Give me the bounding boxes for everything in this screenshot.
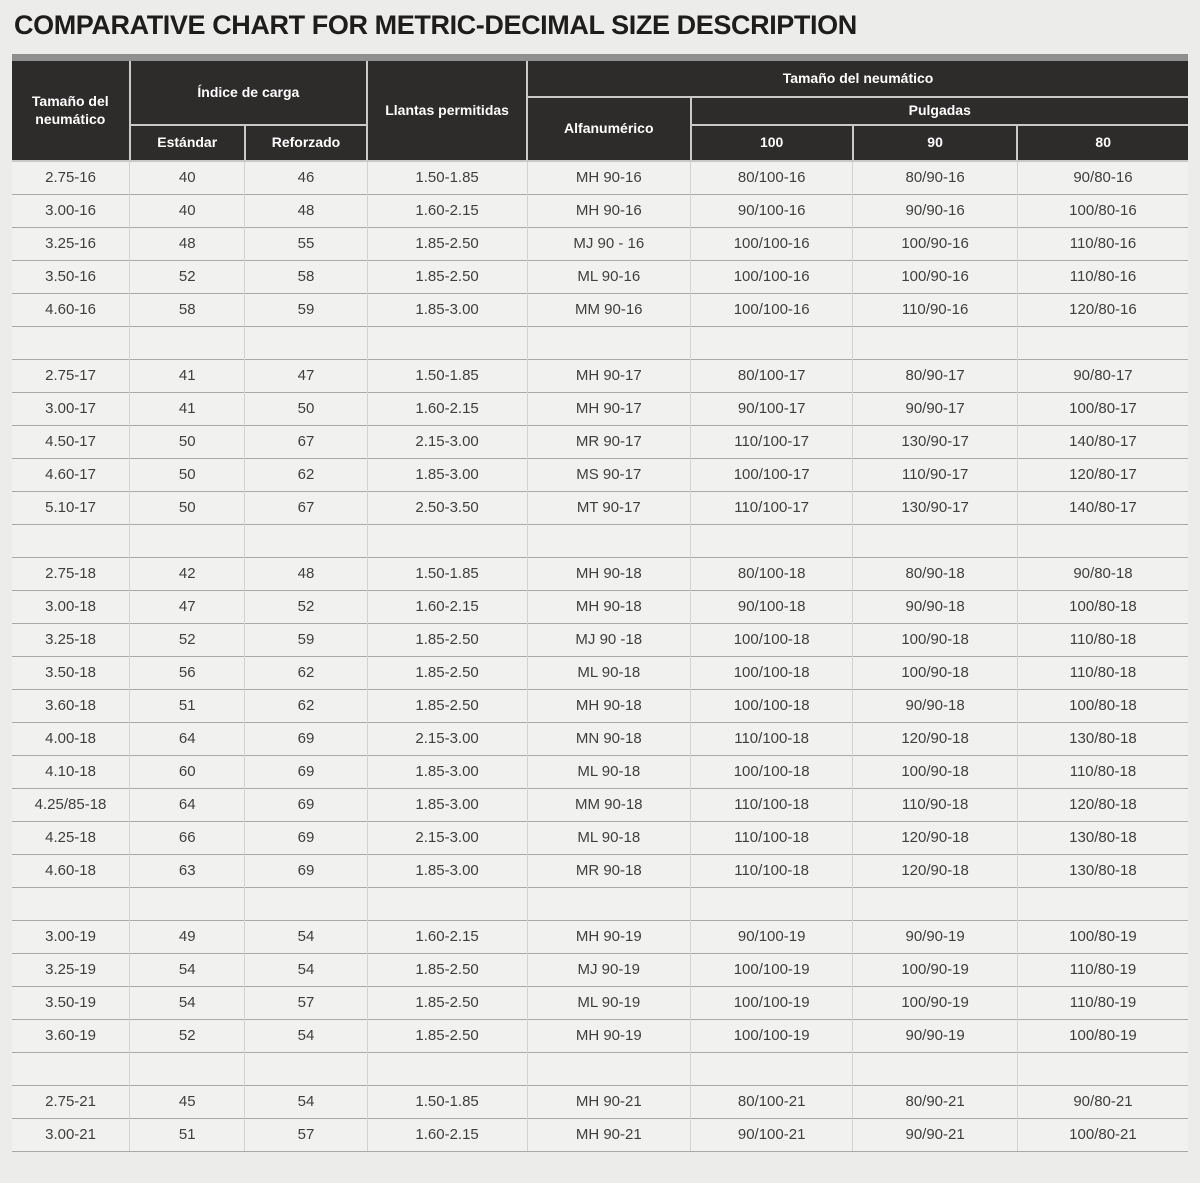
table-cell: MH 90-18 <box>527 689 690 722</box>
table-cell: 130/90-17 <box>853 491 1018 524</box>
table-cell: MH 90-17 <box>527 392 690 425</box>
spacer-cell <box>245 524 367 557</box>
table-cell: 64 <box>130 722 245 755</box>
table-cell: 110/100-17 <box>691 425 853 458</box>
table-cell: 110/100-18 <box>691 821 853 854</box>
table-cell: ML 90-19 <box>527 986 690 1019</box>
table-row-19 <box>12 920 1188 953</box>
table-cell: 2.15-3.00 <box>367 722 527 755</box>
table-cell: 2.75-21 <box>12 1085 130 1118</box>
table-cell: 110/100-17 <box>691 491 853 524</box>
table-cell: 3.00-16 <box>12 194 130 227</box>
table-cell: 90/90-17 <box>853 392 1018 425</box>
table-cell: 90/80-17 <box>1017 359 1188 392</box>
spacer-row <box>12 326 1188 359</box>
table-cell: 90/90-18 <box>853 689 1018 722</box>
table-cell: 67 <box>245 425 367 458</box>
table-cell: 52 <box>130 1019 245 1052</box>
table-cell: MH 90-16 <box>527 194 690 227</box>
spacer-cell <box>1017 524 1188 557</box>
table-cell: 100/90-16 <box>853 227 1018 260</box>
table-cell: 51 <box>130 689 245 722</box>
spacer-cell <box>245 887 367 920</box>
table-cell: 100/100-17 <box>691 458 853 491</box>
table-cell: 56 <box>130 656 245 689</box>
spacer-row <box>12 1052 1188 1085</box>
table-cell: 110/80-19 <box>1017 953 1188 986</box>
table-cell: 3.25-16 <box>12 227 130 260</box>
table-cell: 90/90-19 <box>853 920 1018 953</box>
table-cell: 90/90-16 <box>853 194 1018 227</box>
table-cell: 1.85-2.50 <box>367 689 527 722</box>
table-cell: 47 <box>245 359 367 392</box>
header-standard: Estándar <box>130 125 245 161</box>
table-cell: 100/90-19 <box>853 953 1018 986</box>
table-cell: MR 90-18 <box>527 854 690 887</box>
table-cell: 110/80-16 <box>1017 260 1188 293</box>
table-cell: 1.85-2.50 <box>367 953 527 986</box>
table-cell: ML 90-18 <box>527 656 690 689</box>
table-cell: 100/90-18 <box>853 755 1018 788</box>
table-cell: 42 <box>130 557 245 590</box>
header-load-index: Índice de carga <box>130 61 368 125</box>
table-row-18 <box>12 755 1188 788</box>
header-inch-90: 90 <box>853 125 1018 161</box>
table-row-18 <box>12 557 1188 590</box>
table-cell: 120/80-16 <box>1017 293 1188 326</box>
table-cell: 3.60-18 <box>12 689 130 722</box>
table-cell: 90/100-16 <box>691 194 853 227</box>
table-cell: MJ 90 -18 <box>527 623 690 656</box>
spacer-cell <box>12 1052 130 1085</box>
table-cell: MH 90-21 <box>527 1085 690 1118</box>
spacer-cell <box>245 1052 367 1085</box>
spacer-cell <box>527 524 690 557</box>
table-cell: 3.50-16 <box>12 260 130 293</box>
spacer-row <box>12 887 1188 920</box>
table-cell: 51 <box>130 1118 245 1151</box>
table-cell: 63 <box>130 854 245 887</box>
table-cell: 110/90-17 <box>853 458 1018 491</box>
table-cell: 3.50-19 <box>12 986 130 1019</box>
spacer-cell <box>130 524 245 557</box>
table-cell: ML 90-16 <box>527 260 690 293</box>
table-cell: 4.50-17 <box>12 425 130 458</box>
table-cell: 120/80-18 <box>1017 788 1188 821</box>
table-cell: 100/80-17 <box>1017 392 1188 425</box>
table-cell: 100/100-16 <box>691 227 853 260</box>
table-cell: 1.85-3.00 <box>367 293 527 326</box>
table-row-18 <box>12 689 1188 722</box>
table-cell: 90/100-17 <box>691 392 853 425</box>
table-cell: 90/80-18 <box>1017 557 1188 590</box>
table-cell: 57 <box>245 986 367 1019</box>
spacer-cell <box>367 524 527 557</box>
table-cell: 1.50-1.85 <box>367 161 527 194</box>
table-cell: MH 90-18 <box>527 590 690 623</box>
table-cell: MH 90-16 <box>527 161 690 194</box>
spacer-cell <box>12 887 130 920</box>
table-row-16 <box>12 227 1188 260</box>
header-reinforced: Reforzado <box>245 125 367 161</box>
table-cell: 3.00-21 <box>12 1118 130 1151</box>
table-cell: 50 <box>130 458 245 491</box>
table-cell: 4.00-18 <box>12 722 130 755</box>
table-cell: 100/100-19 <box>691 986 853 1019</box>
table-cell: 130/90-17 <box>853 425 1018 458</box>
table-cell: 41 <box>130 359 245 392</box>
table-body <box>12 161 1188 1151</box>
table-cell: 2.15-3.00 <box>367 821 527 854</box>
table-cell: 64 <box>130 788 245 821</box>
table-cell: 90/100-21 <box>691 1118 853 1151</box>
header-inches: Pulgadas <box>691 97 1189 125</box>
table-cell: 100/80-16 <box>1017 194 1188 227</box>
table-cell: 67 <box>245 491 367 524</box>
table-cell: 1.85-2.50 <box>367 1019 527 1052</box>
table-cell: 69 <box>245 755 367 788</box>
table-cell: 60 <box>130 755 245 788</box>
table-cell: 1.85-2.50 <box>367 986 527 1019</box>
page-title: COMPARATIVE CHART FOR METRIC-DECIMAL SIZE DESCRIPTION <box>14 10 857 40</box>
table-cell: 140/80-17 <box>1017 491 1188 524</box>
table-cell: 1.50-1.85 <box>367 557 527 590</box>
table-cell: 50 <box>245 392 367 425</box>
header-alphanumeric: Alfanumérico <box>527 97 690 161</box>
header-tire-size-right: Tamaño del neumático <box>527 61 1188 97</box>
table-cell: 100/100-16 <box>691 260 853 293</box>
table-cell: 52 <box>130 260 245 293</box>
spacer-cell <box>691 1052 853 1085</box>
table-cell: 100/80-18 <box>1017 590 1188 623</box>
spacer-cell <box>12 326 130 359</box>
table-cell: 80/90-21 <box>853 1085 1018 1118</box>
size-comparison-table <box>12 61 1188 1152</box>
table-cell: 120/90-18 <box>853 821 1018 854</box>
table-cell: 100/80-19 <box>1017 1019 1188 1052</box>
table-cell: 90/80-16 <box>1017 161 1188 194</box>
table-cell: MH 90-21 <box>527 1118 690 1151</box>
table-cell: MM 90-16 <box>527 293 690 326</box>
table-cell: 1.85-3.00 <box>367 755 527 788</box>
table-cell: 100/100-18 <box>691 755 853 788</box>
spacer-cell <box>691 326 853 359</box>
table-cell: 54 <box>245 1085 367 1118</box>
header-row-1 <box>12 61 1188 97</box>
table-cell: 110/100-18 <box>691 788 853 821</box>
table-cell: 1.60-2.15 <box>367 590 527 623</box>
table-cell: MS 90-17 <box>527 458 690 491</box>
table-row-18 <box>12 722 1188 755</box>
table-cell: 110/90-18 <box>853 788 1018 821</box>
table-cell: 1.50-1.85 <box>367 359 527 392</box>
table-cell: 100/90-19 <box>853 986 1018 1019</box>
table-row-21 <box>12 1085 1188 1118</box>
table-cell: 1.85-2.50 <box>367 260 527 293</box>
table-cell: ML 90-18 <box>527 821 690 854</box>
table-row-17 <box>12 425 1188 458</box>
table-top-strip <box>12 54 1188 61</box>
spacer-cell <box>130 326 245 359</box>
table-cell: 120/80-17 <box>1017 458 1188 491</box>
table-cell: 1.85-2.50 <box>367 656 527 689</box>
table-cell: 4.25/85-18 <box>12 788 130 821</box>
table-row-18 <box>12 623 1188 656</box>
table-row-18 <box>12 821 1188 854</box>
table-cell: 40 <box>130 194 245 227</box>
header-inch-80: 80 <box>1017 125 1188 161</box>
table-cell: MH 90-17 <box>527 359 690 392</box>
table-cell: 110/80-18 <box>1017 656 1188 689</box>
table-cell: MN 90-18 <box>527 722 690 755</box>
table-cell: 54 <box>245 1019 367 1052</box>
table-cell: 90/80-21 <box>1017 1085 1188 1118</box>
table-header <box>12 61 1188 161</box>
table-cell: 48 <box>130 227 245 260</box>
spacer-cell <box>527 887 690 920</box>
table-cell: 80/100-16 <box>691 161 853 194</box>
table-cell: 1.60-2.15 <box>367 1118 527 1151</box>
table-row-18 <box>12 590 1188 623</box>
spacer-cell <box>245 326 367 359</box>
table-cell: MH 90-18 <box>527 557 690 590</box>
table-cell: 100/100-18 <box>691 656 853 689</box>
table-cell: 40 <box>130 161 245 194</box>
table-cell: 80/100-18 <box>691 557 853 590</box>
table-cell: 3.25-19 <box>12 953 130 986</box>
table-cell: 59 <box>245 623 367 656</box>
table-cell: 69 <box>245 854 367 887</box>
table-cell: 54 <box>245 953 367 986</box>
table-row-19 <box>12 953 1188 986</box>
table-cell: 66 <box>130 821 245 854</box>
table-row-19 <box>12 1019 1188 1052</box>
table-cell: MR 90-17 <box>527 425 690 458</box>
table-cell: 1.50-1.85 <box>367 1085 527 1118</box>
table-cell: 90/100-18 <box>691 590 853 623</box>
table-cell: 110/80-19 <box>1017 986 1188 1019</box>
table-cell: MJ 90 - 16 <box>527 227 690 260</box>
table-cell: 80/100-21 <box>691 1085 853 1118</box>
table-cell: 110/100-18 <box>691 854 853 887</box>
table-cell: 1.60-2.15 <box>367 920 527 953</box>
table-cell: 3.60-19 <box>12 1019 130 1052</box>
table-cell: 1.85-3.00 <box>367 458 527 491</box>
table-cell: 46 <box>245 161 367 194</box>
table-row-17 <box>12 491 1188 524</box>
spacer-cell <box>853 1052 1018 1085</box>
table-cell: 50 <box>130 491 245 524</box>
table-cell: 2.15-3.00 <box>367 425 527 458</box>
table-cell: 52 <box>245 590 367 623</box>
table-cell: 4.10-18 <box>12 755 130 788</box>
table-cell: 100/90-18 <box>853 623 1018 656</box>
table-cell: 54 <box>245 920 367 953</box>
table-cell: 110/100-18 <box>691 722 853 755</box>
table-cell: 80/90-17 <box>853 359 1018 392</box>
table-row-16 <box>12 293 1188 326</box>
table-cell: 80/90-16 <box>853 161 1018 194</box>
table-cell: MT 90-17 <box>527 491 690 524</box>
table-cell: 100/100-18 <box>691 689 853 722</box>
table-cell: 4.60-18 <box>12 854 130 887</box>
table-cell: 120/90-18 <box>853 854 1018 887</box>
table-row-17 <box>12 392 1188 425</box>
table-cell: 59 <box>245 293 367 326</box>
table-cell: 52 <box>130 623 245 656</box>
table-cell: 62 <box>245 458 367 491</box>
table-cell: MJ 90-19 <box>527 953 690 986</box>
table-cell: 130/80-18 <box>1017 854 1188 887</box>
table-cell: 90/90-18 <box>853 590 1018 623</box>
spacer-cell <box>1017 887 1188 920</box>
table-cell: 48 <box>245 194 367 227</box>
table-cell: 58 <box>130 293 245 326</box>
table-row-18 <box>12 854 1188 887</box>
table-cell: ML 90-18 <box>527 755 690 788</box>
table-cell: 100/100-19 <box>691 953 853 986</box>
table-cell: 69 <box>245 821 367 854</box>
table-cell: 4.60-16 <box>12 293 130 326</box>
spacer-cell <box>853 524 1018 557</box>
table-cell: 62 <box>245 656 367 689</box>
header-tire-size-left: Tamaño del neumático <box>12 61 130 161</box>
table-cell: 110/90-16 <box>853 293 1018 326</box>
table-row-17 <box>12 359 1188 392</box>
table-cell: 54 <box>130 953 245 986</box>
table-cell: 2.75-16 <box>12 161 130 194</box>
table-cell: 1.60-2.15 <box>367 392 527 425</box>
spacer-cell <box>130 887 245 920</box>
table-cell: 100/90-18 <box>853 656 1018 689</box>
table-cell: 110/80-18 <box>1017 623 1188 656</box>
table-cell: 48 <box>245 557 367 590</box>
table-cell: 80/90-18 <box>853 557 1018 590</box>
table-cell: 3.00-17 <box>12 392 130 425</box>
table-cell: 100/100-18 <box>691 623 853 656</box>
table-cell: 1.85-3.00 <box>367 854 527 887</box>
table-cell: 50 <box>130 425 245 458</box>
table-cell: MM 90-18 <box>527 788 690 821</box>
spacer-cell <box>130 1052 245 1085</box>
table-cell: 130/80-18 <box>1017 722 1188 755</box>
table-cell: 47 <box>130 590 245 623</box>
table-cell: 49 <box>130 920 245 953</box>
table-cell: 1.85-2.50 <box>367 227 527 260</box>
table-cell: 41 <box>130 392 245 425</box>
table-cell: 2.75-17 <box>12 359 130 392</box>
table-cell: 100/80-21 <box>1017 1118 1188 1151</box>
table-cell: 90/100-19 <box>691 920 853 953</box>
table-cell: 4.25-18 <box>12 821 130 854</box>
spacer-cell <box>367 1052 527 1085</box>
table-row-18 <box>12 788 1188 821</box>
table-cell: 120/90-18 <box>853 722 1018 755</box>
table-cell: 3.50-18 <box>12 656 130 689</box>
spacer-cell <box>527 326 690 359</box>
spacer-cell <box>1017 1052 1188 1085</box>
header-rims-allowed: Llantas permitidas <box>367 61 527 161</box>
spacer-cell <box>367 887 527 920</box>
spacer-cell <box>853 887 1018 920</box>
table-row-19 <box>12 986 1188 1019</box>
spacer-cell <box>691 887 853 920</box>
header-inch-100: 100 <box>691 125 853 161</box>
table-cell: 69 <box>245 788 367 821</box>
table-row-18 <box>12 656 1188 689</box>
table-row-17 <box>12 458 1188 491</box>
table-cell: 45 <box>130 1085 245 1118</box>
table-row-16 <box>12 161 1188 194</box>
table-cell: 55 <box>245 227 367 260</box>
table-cell: 90/90-19 <box>853 1019 1018 1052</box>
table-cell: 140/80-17 <box>1017 425 1188 458</box>
table-cell: 110/80-16 <box>1017 227 1188 260</box>
table-cell: 2.75-18 <box>12 557 130 590</box>
table-cell: 5.10-17 <box>12 491 130 524</box>
table-cell: 110/80-18 <box>1017 755 1188 788</box>
table-cell: 1.85-2.50 <box>367 623 527 656</box>
table-cell: 3.00-19 <box>12 920 130 953</box>
table-row-21 <box>12 1118 1188 1151</box>
spacer-cell <box>691 524 853 557</box>
table-cell: 90/90-21 <box>853 1118 1018 1151</box>
table-cell: 54 <box>130 986 245 1019</box>
spacer-row <box>12 524 1188 557</box>
spacer-cell <box>12 524 130 557</box>
table-cell: 4.60-17 <box>12 458 130 491</box>
table-cell: 100/80-18 <box>1017 689 1188 722</box>
spacer-cell <box>367 326 527 359</box>
table-row-16 <box>12 260 1188 293</box>
table-cell: 1.85-3.00 <box>367 788 527 821</box>
spacer-cell <box>853 326 1018 359</box>
table-cell: 57 <box>245 1118 367 1151</box>
table-cell: 62 <box>245 689 367 722</box>
table-cell: 100/90-16 <box>853 260 1018 293</box>
table-cell: 100/100-19 <box>691 1019 853 1052</box>
table-cell: 1.60-2.15 <box>367 194 527 227</box>
table-cell: 69 <box>245 722 367 755</box>
table-cell: 100/80-19 <box>1017 920 1188 953</box>
table-cell: 130/80-18 <box>1017 821 1188 854</box>
table-cell: MH 90-19 <box>527 920 690 953</box>
table-row-16 <box>12 194 1188 227</box>
table-cell: 100/100-16 <box>691 293 853 326</box>
table-cell: 3.00-18 <box>12 590 130 623</box>
table-cell: 2.50-3.50 <box>367 491 527 524</box>
table-cell: 3.25-18 <box>12 623 130 656</box>
table-cell: MH 90-19 <box>527 1019 690 1052</box>
table-cell: 58 <box>245 260 367 293</box>
table-cell: 80/100-17 <box>691 359 853 392</box>
spacer-cell <box>527 1052 690 1085</box>
spacer-cell <box>1017 326 1188 359</box>
